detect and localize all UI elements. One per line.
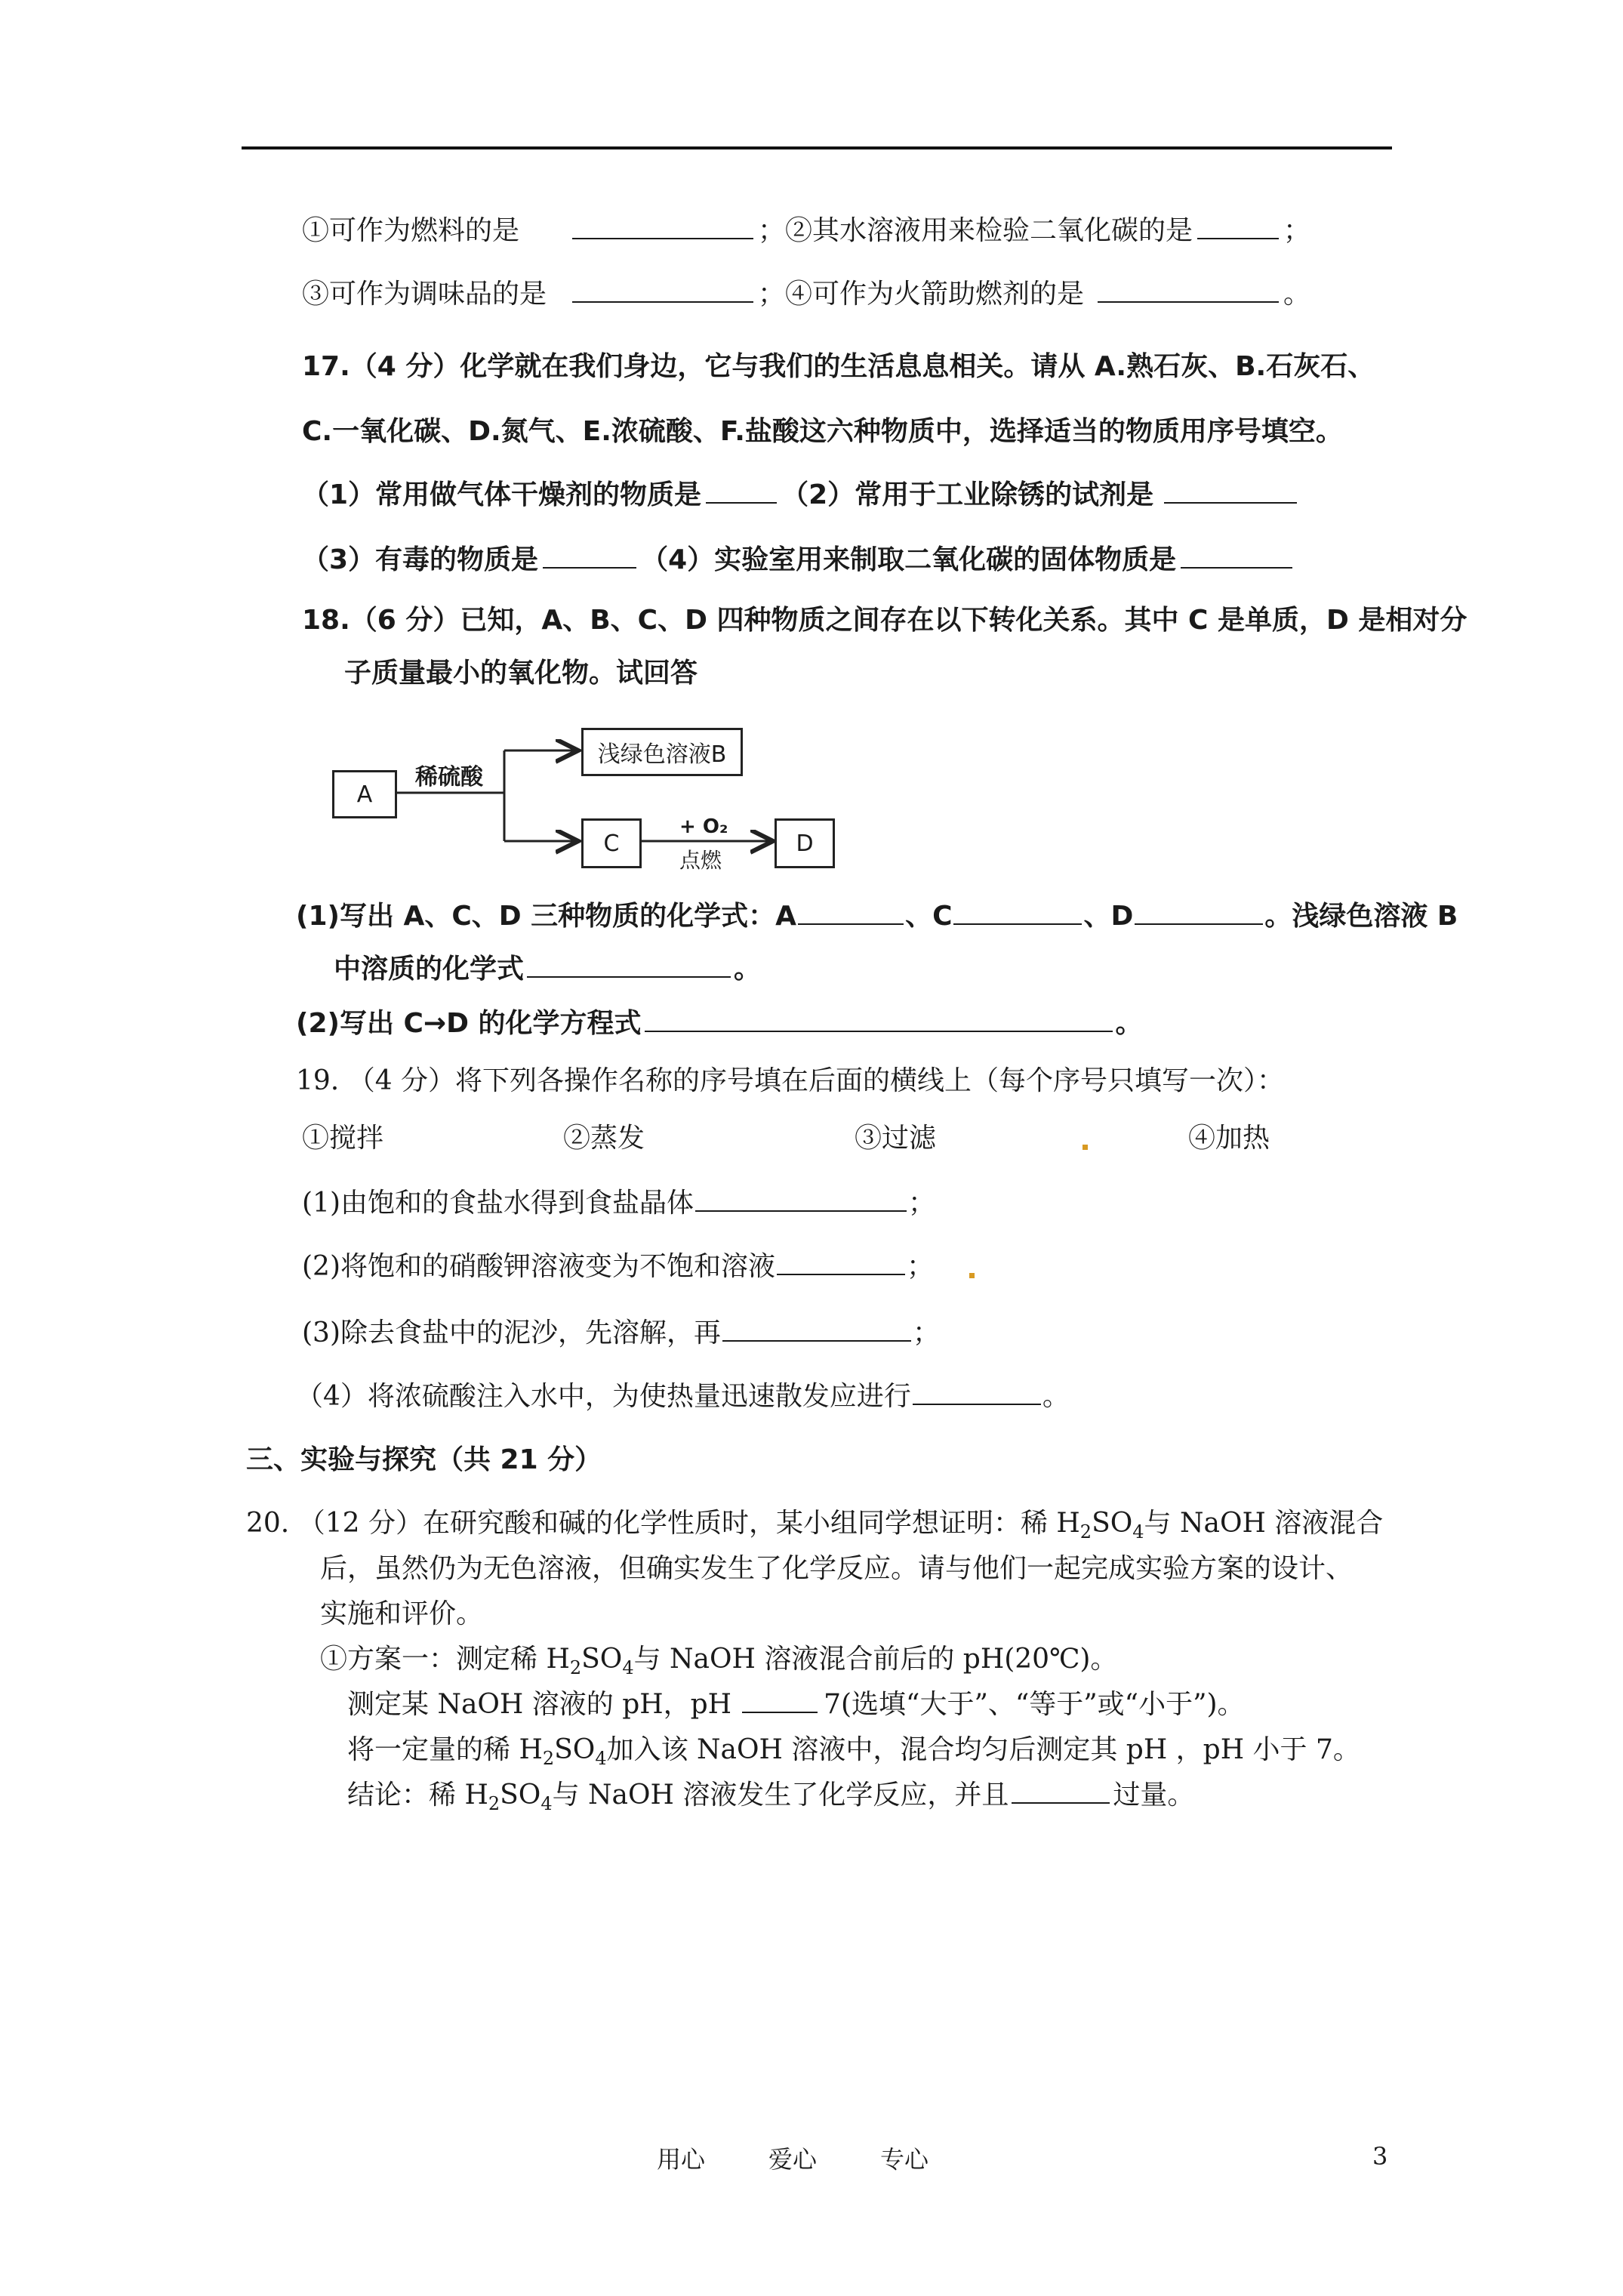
q16-blank-3[interactable]	[572, 279, 753, 303]
q18-stem-1: 18.（6 分）已知，A、B、C、D 四种物质之间存在以下转化关系。其中 C 是单质，D 是相对分	[302, 605, 1467, 636]
q18-blank-c[interactable]	[953, 901, 1082, 925]
q18-part-1b: 中溶质的化学式 。	[334, 954, 762, 985]
q17-sub-2: （2）常用于工业除锈的试剂是	[781, 479, 1154, 510]
q16-line-2: ③可作为调味品的是 ；④可作为火箭助燃剂的是 。	[302, 279, 1311, 310]
q20-blank-excess[interactable]	[1012, 1780, 1110, 1804]
q17-blank-3[interactable]	[543, 544, 636, 569]
q17-blank-2[interactable]	[1164, 479, 1297, 504]
footer-word-3: 专心	[880, 2145, 929, 2174]
box-a: A	[332, 770, 397, 818]
q16-blank-2[interactable]	[1197, 215, 1279, 239]
q19-option-4: ④加热	[1188, 1123, 1270, 1154]
stray-mark	[1083, 1145, 1088, 1150]
q17-sub-4: （4）实验室用来制取二氧化碳的固体物质是	[641, 544, 1177, 575]
q19-stem: 19. （4 分）将下列各操作名称的序号填在后面的横线上（每个序号只填写一次）：	[296, 1065, 1285, 1096]
q17-sub-1: （1）常用做气体干燥剂的物质是	[302, 479, 702, 510]
q19-option-3: ③过滤	[855, 1123, 937, 1154]
q17-stem-2: C.一氧化碳、D.氮气、E.浓硫酸、F.盐酸这六种物质中，选择适当的物质用序号填空。	[302, 416, 1343, 447]
q17-line-2	[302, 544, 1297, 577]
q17-sub-3: （3）有毒的物质是	[302, 544, 539, 575]
q18-stem-2: 子质量最小的氧化物。试回答	[344, 658, 698, 689]
q17-blank-4[interactable]	[1181, 544, 1292, 569]
footer-word-2: 爱心	[768, 2145, 818, 2174]
q19-sub-3: (3)除去食盐中的泥沙，先溶解，再 ；	[302, 1318, 941, 1348]
q16-blank-4[interactable]	[1098, 279, 1279, 303]
q18-blank-solute[interactable]	[527, 954, 731, 978]
q19-sub-4: （4）将浓硫酸注入水中，为使热量迅速散发应进行 。	[296, 1381, 1070, 1412]
q18-blank-a[interactable]	[798, 901, 904, 925]
box-d: D	[775, 818, 835, 868]
q18-part-1: (1)写出 A、C、D 三种物质的化学式：A 、C 、D 。浅绿色溶液 B	[296, 901, 1458, 932]
stray-mark	[969, 1273, 975, 1278]
q18-blank-equation[interactable]	[645, 1008, 1113, 1032]
oxygen-label: + O₂	[679, 815, 728, 838]
q19-option-2: ②蒸发	[563, 1123, 645, 1154]
q19-option-1: ①搅拌	[302, 1123, 384, 1154]
q20-stem-3: 实施和评价。	[320, 1598, 484, 1629]
q20-stem-2: 后，虽然仍为无色溶液，但确实发生了化学反应。请与他们一起完成实验方案的设计、	[320, 1553, 1354, 1584]
section-heading: 三、实验与探究（共 21 分）	[246, 1444, 602, 1475]
q18-part-2: (2)写出 C→D 的化学方程式 。	[296, 1008, 1143, 1039]
q20-plan-3: 将一定量的稀 $H_2SO_4$加入该 NaOH 溶液中，混合均匀后测定其 pH ，pH 小于 7。	[347, 1734, 1360, 1770]
q16-item-2: ；②其水溶液用来检验二氧化碳的是	[758, 215, 1193, 246]
q20-plan-2: 测定某 NaOH 溶液的 pH，pH 7(选填“大于”、“等于”或“小于”)。	[347, 1689, 1245, 1720]
box-b: 浅绿色溶液B	[581, 728, 743, 776]
q17-stem-1: 17.（4 分）化学就在我们身边，它与我们的生活息息相关。请从 A.熟石灰、B.石灰石、	[302, 351, 1375, 382]
q19-blank-3[interactable]	[722, 1318, 911, 1342]
footer-word-1: 用心	[657, 2145, 706, 2174]
q20-plan-1: ①方案一：测定稀 $H_2SO_4$与 NaOH 溶液混合前后的 pH(20℃)。	[320, 1644, 1118, 1679]
q16-item-1: ①可作为燃料的是	[302, 215, 520, 246]
q17-blank-1[interactable]	[706, 479, 777, 504]
q16-item-3: ③可作为调味品的是	[302, 279, 547, 310]
q16-line-1: ①可作为燃料的是 ；②其水溶液用来检验二氧化碳的是 ；	[302, 215, 1311, 246]
q20-conclusion: 结论：稀 $H_2SO_4$与 NaOH 溶液发生了化学反应，并且 过量。	[347, 1780, 1195, 1815]
q19-blank-1[interactable]	[695, 1188, 907, 1212]
reagent-label: 稀硫酸	[415, 764, 483, 791]
q19-sub-1: (1)由饱和的食盐水得到食盐晶体 ；	[302, 1188, 936, 1219]
q18-blank-d[interactable]	[1135, 901, 1263, 925]
q19-blank-4[interactable]	[913, 1381, 1041, 1405]
ignite-label: 点燃	[679, 848, 722, 873]
q20-blank-ph[interactable]	[742, 1689, 818, 1713]
q17-line-1	[302, 479, 1301, 512]
q16-item-4: ；④可作为火箭助燃剂的是	[758, 279, 1085, 310]
q19-blank-2[interactable]	[777, 1251, 905, 1275]
q19-sub-2: (2)将饱和的硝酸钾溶液变为不饱和溶液 ；	[302, 1251, 935, 1282]
q20-stem-1: 20. （12 分）在研究酸和碱的化学性质时，某小组同学想证明：稀 $H_2SO_4$与 NaOH 溶液混合	[246, 1508, 1384, 1543]
q16-blank-1[interactable]	[572, 215, 753, 239]
header-rule	[242, 146, 1392, 149]
page-number: 3	[1372, 2142, 1388, 2171]
box-c: C	[581, 818, 642, 868]
